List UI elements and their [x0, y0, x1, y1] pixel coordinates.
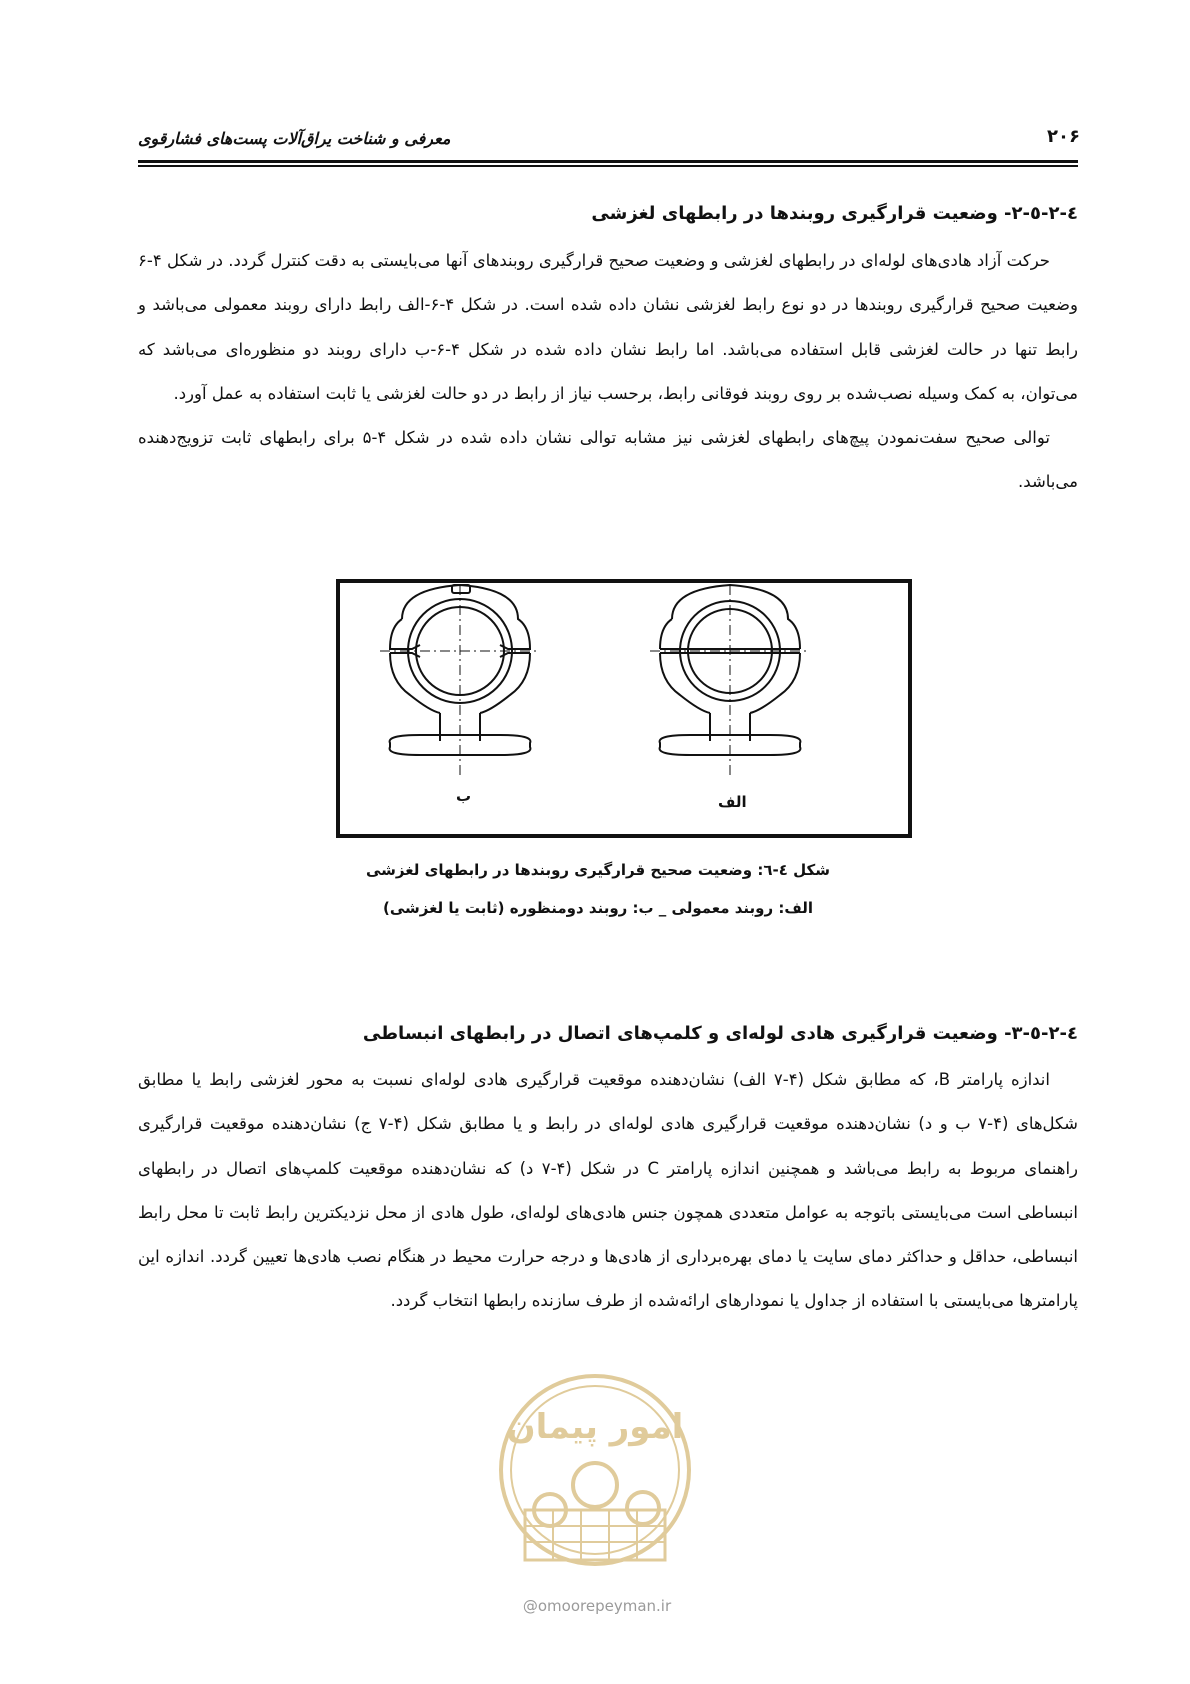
watermark-logo-text: امور پیمان: [506, 1407, 684, 1447]
header-rule-thin: [138, 165, 1078, 167]
figure-caption: شکل ٤-٦: وضعیت صحیح قرارگیری روبندها در رابطهای لغزشی: [366, 861, 830, 879]
clamp-drawing: [340, 583, 908, 834]
page-number: ۲۰۶: [1047, 126, 1080, 147]
header-rule: [138, 160, 1078, 163]
paragraph: اندازه پارامتر B، که مطابق شکل (۴-۷ الف) نشان‌دهنده موقعیت قرارگیری هادی لوله‌ای نسبت به محور لغزشی رابط یا مطابق شکل‌های (۴-۷ ب و د) نشان‌دهنده موقعیت قرارگیری هادی لوله‌ای در رابط و یا مطابق شکل (۴-۷ ج) نشان‌دهنده موقعیت قرارگیری راهنمای مربوط به رابط می‌باشد و همچنین اندازه پارامتر C در شکل (۴-۷ د) که نشان‌دهنده موقعیت کلمپ‌های اتصال در رابطهای انبساطی است می‌بایستی باتوجه به عوامل متعددی همچون جنس هادی‌های لوله‌ای، طول هادی از محل نزدیکترین رابط ثابت تا محل رابط انبساطی، حداقل و حداکثر دمای سایت یا دمای بهره‌برداری از هادی‌ها و درجه حرارت محیط در هنگام نصب هادی‌ها تعیین گردد. اندازه این پارامترها می‌بایستی با استفاده از جداول یا نمودارهای ارائه‌شده از طرف سازنده رابطها انتخاب گردد.: [138, 1070, 1079, 1311]
section-body: [138, 239, 1078, 505]
figure-frame: [336, 579, 912, 838]
section-heading: ٤-٢-٥-٣- وضعیت قرارگیری هادی لوله‌ای و کلمپ‌های اتصال در رابطهای انبساطی: [362, 1023, 1078, 1044]
section-body: [138, 1058, 1078, 1324]
paragraph: توالی صحیح سفت‌نمودن پیچ‌های رابطهای لغزشی نیز مشابه توالی نشان داده شده در شکل ۴-۵ برای رابطهای ثابت تزویج‌دهنده می‌باشد.: [138, 428, 1078, 492]
paragraph: حرکت آزاد هادی‌های لوله‌ای در رابطهای لغزشی و وضعیت صحیح قرارگیری روبندهای آنها می‌بایستی به دقت کنترل گردد. در شکل ۴-۶ وضعیت صحیح قرارگیری روبندها در دو نوع رابط لغزشی نشان داده شده است. در شکل ۴-۶-الف رابط دارای روبند معمولی می‌باشد و رابط تنها در حالت لغزشی قابل استفاده می‌باشد. اما رابط نشان داده شده در شکل ۴-۶-ب دارای روبند دو منظوره‌ای می‌باشد که می‌توان، به کمک وسیله نصب‌شده بر روی روبند فوقانی رابط، برحسب نیاز از رابط در دو حالت لغزشی یا ثابت استفاده به عمل آورد.: [138, 251, 1079, 403]
watermark-logo: [495, 1360, 695, 1590]
figure-label-a: الف: [718, 793, 747, 811]
figure-caption-subtitle: الف: روبند معمولی _ ب: روبند دومنظوره (ثابت یا لغزشی): [382, 899, 814, 917]
running-header-title: معرفی و شناخت یراق‌آلات پست‌های فشارقوی: [138, 129, 451, 148]
watermark-url: @omoorepeyman.ir: [522, 1597, 672, 1615]
figure-label-b: ب: [456, 787, 472, 805]
section-heading: ٤-٢-٥-٢- وضعیت قرارگیری روبندها در رابطهای لغزشی: [591, 203, 1078, 224]
